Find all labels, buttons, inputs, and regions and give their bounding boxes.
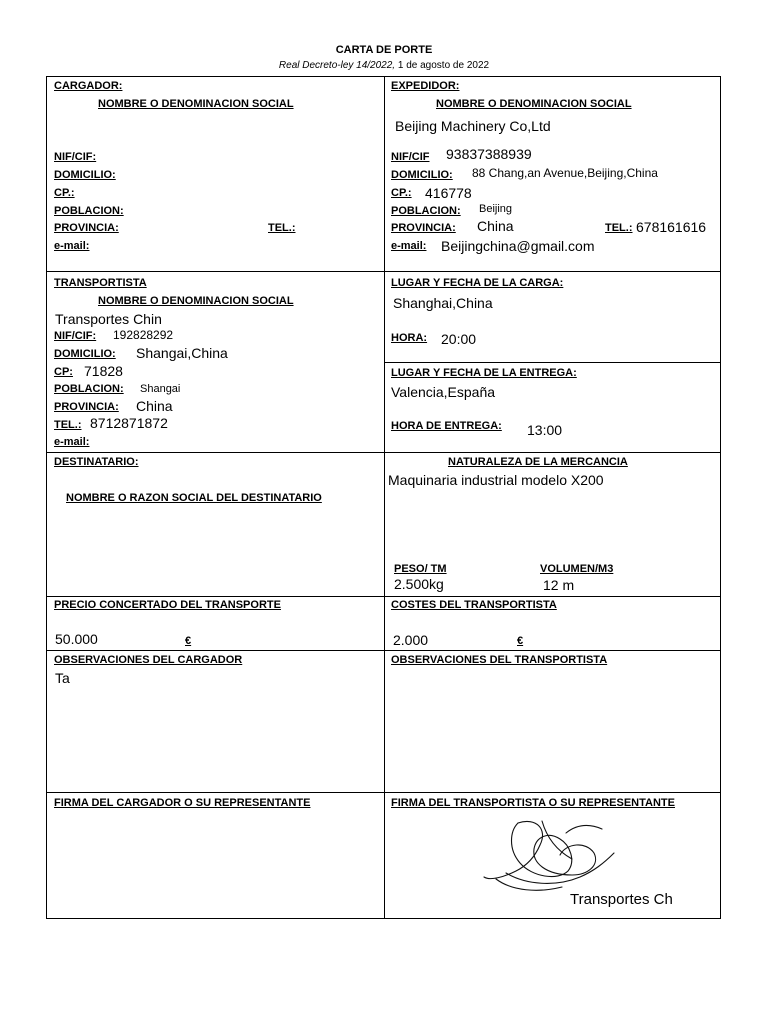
volumen-label: VOLUMEN/M3 bbox=[540, 563, 614, 575]
carrier-signature bbox=[476, 815, 626, 897]
costes-currency: € bbox=[517, 635, 524, 647]
document-title: CARTA DE PORTE bbox=[335, 44, 433, 56]
mercancia-description: Maquinaria industrial modelo X200 bbox=[388, 472, 604, 488]
entrega-hora: 13:00 bbox=[527, 422, 563, 438]
expedidor-name: Beijing Machinery Co,Ltd bbox=[395, 118, 551, 134]
peso-value: 2.500kg bbox=[394, 576, 444, 592]
cargador-heading: CARGADOR: bbox=[54, 80, 123, 92]
expedidor-domicilio-label: DOMICILIO: bbox=[391, 169, 453, 181]
destinatario-heading: DESTINATARIO: bbox=[54, 456, 139, 468]
expedidor-tel: 678161616 bbox=[636, 219, 707, 235]
transportista-name: Transportes Chin bbox=[55, 311, 162, 327]
transportista-domicilio: Shangai,China bbox=[136, 345, 228, 361]
cargador-name-heading: NOMBRE O DENOMINACION SOCIAL bbox=[98, 98, 294, 110]
expedidor-email-label: e-mail: bbox=[391, 240, 427, 252]
volumen-value: 12 m bbox=[543, 577, 575, 593]
costes-heading: COSTES DEL TRANSPORTISTA bbox=[391, 599, 557, 611]
obs-transportista-heading: OBSERVACIONES DEL TRANSPORTISTA bbox=[391, 654, 608, 666]
transportista-poblacion: Shangai bbox=[140, 383, 181, 395]
transportista-cp: 71828 bbox=[84, 363, 123, 379]
cargador-cp-label: CP.: bbox=[54, 187, 75, 199]
precio-currency: € bbox=[185, 635, 192, 647]
precio-amount: 50.000 bbox=[55, 631, 98, 647]
document-subtitle bbox=[0, 60, 768, 71]
transportista-tel: 8712871872 bbox=[90, 415, 168, 431]
cargador-tel-label: TEL.: bbox=[268, 222, 296, 234]
expedidor-cp: 416778 bbox=[425, 185, 472, 201]
subtitle-law: Real Decreto-ley 14/2022, bbox=[278, 60, 396, 71]
expedidor-domicilio: 88 Chang,an Avenue,Beijing,China bbox=[472, 166, 658, 180]
expedidor-name-heading: NOMBRE O DENOMINACION SOCIAL bbox=[436, 98, 632, 110]
carga-hora-label: HORA: bbox=[391, 332, 428, 344]
expedidor-provincia-label: PROVINCIA: bbox=[391, 222, 456, 234]
transportista-email-label: e-mail: bbox=[54, 436, 90, 448]
expedidor-poblacion: Beijing bbox=[479, 203, 513, 215]
entrega-lugar: Valencia,España bbox=[391, 384, 496, 400]
expedidor-nif: 93837388939 bbox=[446, 146, 532, 162]
expedidor-heading: EXPEDIDOR: bbox=[391, 80, 460, 92]
transportista-domicilio-label: DOMICILIO: bbox=[54, 348, 116, 360]
firma-cargador-heading: FIRMA DEL CARGADOR O SU REPRESENTANTE bbox=[54, 797, 311, 809]
transportista-provincia-label: PROVINCIA: bbox=[54, 401, 119, 413]
expedidor-poblacion-label: POBLACION: bbox=[391, 205, 461, 217]
transportista-nif-label: NIF/CIF: bbox=[54, 330, 97, 342]
entrega-hora-label: HORA DE ENTREGA: bbox=[391, 420, 502, 432]
expedidor-email: Beijingchina@gmail.com bbox=[441, 238, 595, 254]
transportista-nif: 192828292 bbox=[113, 328, 174, 342]
cargador-email-label: e-mail: bbox=[54, 240, 90, 252]
entrega-heading: LUGAR Y FECHA DE LA ENTREGA: bbox=[391, 367, 577, 379]
expedidor-tel-label: TEL.: bbox=[605, 222, 633, 234]
destinatario-name-heading: NOMBRE O RAZON SOCIAL DEL DESTINATARIO bbox=[66, 492, 322, 504]
obs-cargador-heading: OBSERVACIONES DEL CARGADOR bbox=[54, 654, 243, 666]
transportista-provincia: China bbox=[136, 398, 173, 414]
firma-transportista-heading: FIRMA DEL TRANSPORTISTA O SU REPRESENTANTE bbox=[391, 797, 675, 809]
subtitle-date: 1 de agosto de 2022 bbox=[395, 60, 490, 71]
peso-label: PESO/ TM bbox=[394, 563, 447, 575]
carga-lugar: Shanghai,China bbox=[393, 295, 493, 311]
carga-heading: LUGAR Y FECHA DE LA CARGA: bbox=[391, 277, 564, 289]
expedidor-cp-label: CP.: bbox=[391, 187, 412, 199]
costes-amount: 2.000 bbox=[393, 632, 429, 648]
obs-cargador-text: Ta bbox=[55, 670, 70, 686]
cargador-domicilio-label: DOMICILIO: bbox=[54, 169, 116, 181]
expedidor-nif-label: NIF/CIF bbox=[391, 151, 430, 163]
signature-caption: Transportes Ch bbox=[570, 891, 673, 908]
cargador-poblacion-label: POBLACION: bbox=[54, 205, 124, 217]
carga-hora: 20:00 bbox=[441, 331, 477, 347]
transportista-tel-label: TEL.: bbox=[54, 419, 82, 431]
transportista-name-heading: NOMBRE O DENOMINACION SOCIAL bbox=[98, 295, 294, 307]
transportista-poblacion-label: POBLACION: bbox=[54, 383, 124, 395]
precio-heading: PRECIO CONCERTADO DEL TRANSPORTE bbox=[54, 599, 281, 611]
cargador-nif-label: NIF/CIF: bbox=[54, 151, 97, 163]
mercancia-heading: NATURALEZA DE LA MERCANCIA bbox=[448, 456, 628, 468]
expedidor-provincia: China bbox=[477, 218, 514, 234]
cargador-provincia-label: PROVINCIA: bbox=[54, 222, 119, 234]
transportista-heading: TRANSPORTISTA bbox=[54, 277, 147, 289]
transportista-cp-label: CP: bbox=[54, 366, 73, 378]
